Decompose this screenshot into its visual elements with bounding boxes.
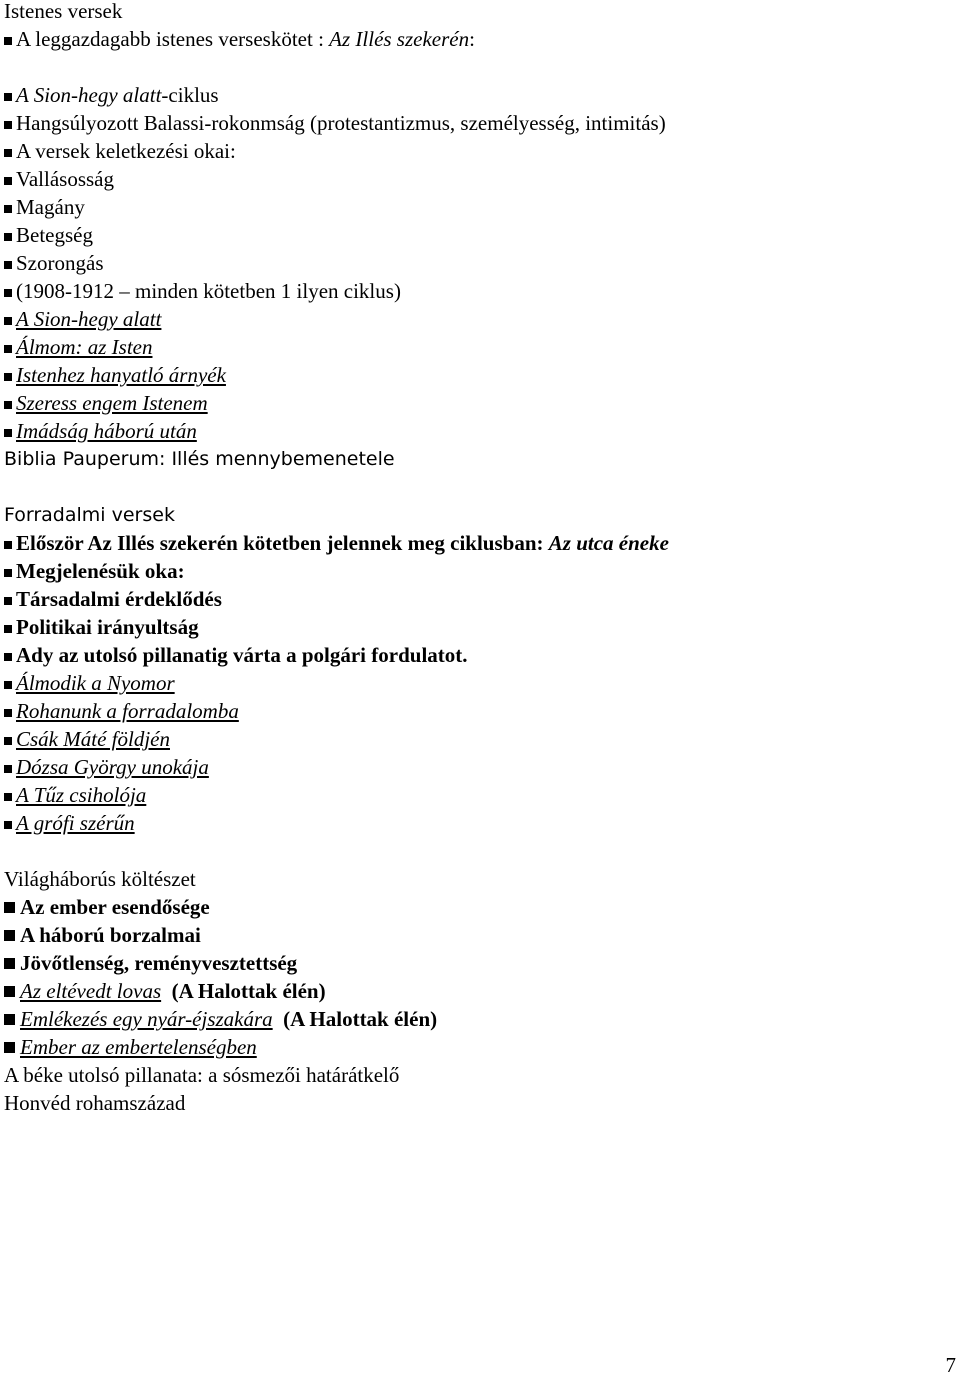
poem-title: A grófi szérűn [16,811,135,835]
bullet-icon [4,1014,15,1025]
bullet-icon [4,681,12,689]
bullet-line [4,949,297,977]
poem-title: Álmom: az Isten [16,335,153,359]
text: Jövőtlenség, reményvesztettség [20,951,298,975]
bullet-line [4,893,210,921]
text: -ciklus [161,83,219,107]
text: (1908-1912 – minden kötetben 1 ilyen ciklus) [16,279,401,303]
heading-istenes-versek: Istenes versek [4,0,123,23]
text: Az ember esendősége [20,895,210,919]
text: Politikai irányultság [16,615,199,639]
cycle-title: Az utca éneke [548,531,669,555]
bullet-icon [4,345,12,353]
poem-title: Ember az embertelenségben [20,1035,257,1059]
bullet-icon [4,986,15,997]
text: Szorongás [16,251,104,275]
poem-item [4,1005,437,1033]
bullet-line [4,249,104,277]
book-title: Az Illés szekerén [329,27,470,51]
bullet-line [4,529,669,557]
poem-title: Az eltévedt lovas [20,979,162,1003]
text: Magány [16,195,85,219]
poem-item [4,781,146,809]
bullet-icon [4,597,12,605]
poem-title: Dózsa György unokája [16,755,209,779]
bullet-icon [4,653,12,661]
bullet-icon [4,429,12,437]
page-number: 7 [945,1353,956,1377]
bullet-line [4,165,114,193]
poem-item [4,725,170,753]
poem-item [4,305,161,333]
bullet-line [4,193,85,221]
text: Vallásosság [16,167,114,191]
bullet-icon [4,177,12,185]
text: Betegség [16,223,93,247]
bullet-icon [4,625,12,633]
poem-title: A Tűz csiholója [16,783,147,807]
text: Először Az Illés szekerén kötetben jelennek meg ciklusban: [16,531,549,555]
poem-title: A Sion-hegy alatt [16,307,162,331]
bullet-icon [4,709,12,717]
bullet-icon [4,261,12,269]
text: Ady az utolsó pillanatig várta a polgári fordulatot. [16,643,468,667]
bullet-icon [4,902,15,913]
cycle-title: A Sion-hegy alatt [16,83,162,107]
bullet-line [4,221,93,249]
heading-vilaghaborus-kolteszet: Világháborús költészet [4,867,196,891]
bullet-line [4,557,185,585]
collection-note: (A Halottak élén) [283,1007,438,1031]
text: Társadalmi érdeklődés [16,587,222,611]
poem-item [4,809,135,837]
bullet-icon [4,205,12,213]
bullet-icon [4,401,12,409]
text: Hangsúlyozott Balassi-rokonmság (protestantizmus, személyesség, intimitás) [16,111,666,135]
text: A háború borzalmai [20,923,201,947]
poem-title: Emlékezés egy nyár-éjszakára [20,1007,273,1031]
text: Megjelenésük oka: [16,559,185,583]
bullet-icon [4,821,12,829]
text-line: A béke utolsó pillanata: a sósmezői határátkelő [4,1063,400,1087]
text-line: Biblia Pauperum: Illés mennybemenetele [4,448,395,470]
bullet-icon [4,373,12,381]
bullet-icon [4,149,12,157]
bullet-icon [4,37,12,45]
bullet-icon [4,541,12,549]
bullet-line [4,277,401,305]
poem-item [4,333,152,361]
poem-item [4,669,175,697]
poem-title: Szeress engem Istenem [16,391,208,415]
heading-forradalmi-versek: Forradalmi versek [4,504,175,526]
bullet-icon [4,233,12,241]
text: A versek keletkezési okai: [16,139,236,163]
bullet-line [4,81,219,109]
bullet-icon [4,289,12,297]
poem-item [4,697,239,725]
bullet-icon [4,737,12,745]
bullet-line [4,641,468,669]
poem-title: Imádság háború után [16,419,197,443]
bullet-icon [4,1042,15,1053]
poem-title: Álmodik a Nyomor [16,671,175,695]
bullet-icon [4,569,12,577]
poem-title: Rohanunk a forradalomba [16,699,239,723]
bullet-icon [4,793,12,801]
bullet-line [4,109,666,137]
bullet-line [4,137,236,165]
text: : [469,27,475,51]
poem-title: Istenhez hanyatló árnyék [16,363,226,387]
bullet-icon [4,765,12,773]
bullet-line [4,585,222,613]
poem-item [4,1033,257,1061]
bullet-line [4,25,475,53]
bullet-icon [4,121,12,129]
poem-item [4,977,326,1005]
bullet-icon [4,317,12,325]
text-line: Honvéd rohamszázad [4,1091,186,1115]
bullet-icon [4,930,15,941]
text: A leggazdagabb istenes verseskötet : [16,27,330,51]
bullet-icon [4,93,12,101]
poem-item [4,753,209,781]
poem-item [4,417,197,445]
poem-title: Csák Máté földjén [16,727,170,751]
collection-note: (A Halottak élén) [171,979,326,1003]
bullet-line [4,613,199,641]
poem-item [4,361,226,389]
bullet-icon [4,958,15,969]
bullet-line [4,921,201,949]
poem-item [4,389,208,417]
